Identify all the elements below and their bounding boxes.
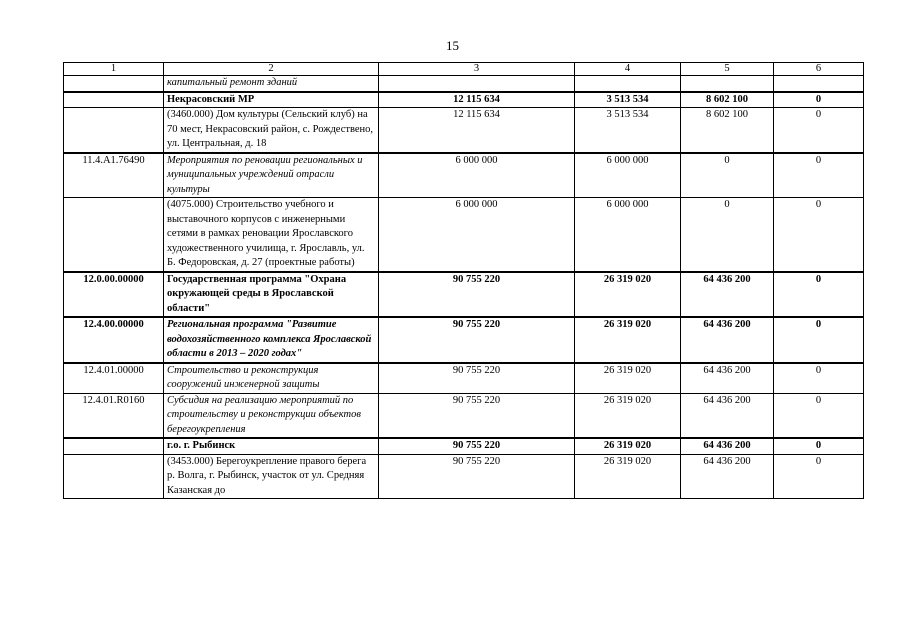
row-federal: 64 436 200 — [681, 454, 774, 499]
row-other — [774, 76, 864, 92]
row-code — [64, 198, 164, 272]
row-total: 90 755 220 — [379, 272, 575, 318]
row-other: 0 — [774, 153, 864, 198]
row-other: 0 — [774, 198, 864, 272]
row-total: 90 755 220 — [379, 393, 575, 438]
row-name: (3460.000) Дом культуры (Сельский клуб) на 70 мест, Некрасовский район, с. Рождествено, ул. Центральная, д. 18 — [164, 108, 379, 153]
row-code: 12.4.01.00000 — [64, 363, 164, 394]
row-code: 12.0.00.00000 — [64, 272, 164, 318]
table-row — [64, 198, 864, 272]
row-federal: 64 436 200 — [681, 272, 774, 318]
row-federal — [681, 76, 774, 92]
column-header: 6 — [774, 63, 864, 76]
table-header-row — [64, 63, 864, 76]
row-name: (4075.000) Строительство учебного и выставочного корпусов с инженерными сетями в рамках реновации Ярославского художественного училища, г. Ярославль, ул. Б. Федоровская, д. 27 (проектные работы) — [164, 198, 379, 272]
row-federal: 0 — [681, 198, 774, 272]
row-name: капитальный ремонт зданий — [164, 76, 379, 92]
row-total: 6 000 000 — [379, 153, 575, 198]
column-header: 3 — [379, 63, 575, 76]
table-row — [64, 108, 864, 153]
row-code — [64, 438, 164, 454]
column-header: 5 — [681, 63, 774, 76]
row-federal: 64 436 200 — [681, 393, 774, 438]
row-name: Государственная программа "Охрана окружающей среды в Ярославской области" — [164, 272, 379, 318]
row-other: 0 — [774, 272, 864, 318]
row-code: 12.4.01.R0160 — [64, 393, 164, 438]
row-code: 11.4.A1.76490 — [64, 153, 164, 198]
row-total: 90 755 220 — [379, 363, 575, 394]
row-federal: 64 436 200 — [681, 438, 774, 454]
row-other: 0 — [774, 454, 864, 499]
row-total: 12 115 634 — [379, 92, 575, 108]
row-federal: 64 436 200 — [681, 317, 774, 363]
row-regional: 26 319 020 — [575, 438, 681, 454]
row-total: 90 755 220 — [379, 317, 575, 363]
row-other: 0 — [774, 317, 864, 363]
row-code — [64, 108, 164, 153]
row-federal: 8 602 100 — [681, 92, 774, 108]
row-name: Субсидия на реализацию мероприятий по строительству и реконструкции объектов берегоукрепления — [164, 393, 379, 438]
column-header: 4 — [575, 63, 681, 76]
table-row — [64, 317, 864, 363]
row-regional: 26 319 020 — [575, 317, 681, 363]
row-total: 6 000 000 — [379, 198, 575, 272]
row-regional — [575, 76, 681, 92]
row-total: 12 115 634 — [379, 108, 575, 153]
row-name: Региональная программа "Развитие водохозяйственного комплекса Ярославской области в 2013 – 2020 годах" — [164, 317, 379, 363]
row-other: 0 — [774, 92, 864, 108]
row-regional: 3 513 534 — [575, 92, 681, 108]
table-row — [64, 153, 864, 198]
page-number: 15 — [446, 38, 459, 53]
row-total: 90 755 220 — [379, 454, 575, 499]
table-row — [64, 454, 864, 499]
row-federal: 64 436 200 — [681, 363, 774, 394]
row-code — [64, 454, 164, 499]
table-row — [64, 393, 864, 438]
row-regional: 26 319 020 — [575, 454, 681, 499]
row-name: Мероприятия по реновации региональных и муниципальных учреждений отрасли культуры — [164, 153, 379, 198]
column-header: 2 — [164, 63, 379, 76]
table-row — [64, 438, 864, 454]
row-other: 0 — [774, 393, 864, 438]
row-name: Строительство и реконструкция сооружений инженерной защиты — [164, 363, 379, 394]
row-federal: 8 602 100 — [681, 108, 774, 153]
column-header: 1 — [64, 63, 164, 76]
row-regional: 26 319 020 — [575, 393, 681, 438]
row-regional: 6 000 000 — [575, 198, 681, 272]
row-regional: 3 513 534 — [575, 108, 681, 153]
row-code — [64, 92, 164, 108]
row-code: 12.4.00.00000 — [64, 317, 164, 363]
row-code — [64, 76, 164, 92]
row-total — [379, 76, 575, 92]
row-total: 90 755 220 — [379, 438, 575, 454]
row-name: г.о. г. Рыбинск — [164, 438, 379, 454]
table-row — [64, 272, 864, 318]
row-name: (3453.000) Берегоукрепление правого берега р. Волга, г. Рыбинск, участок от ул. Средняя Казанская до — [164, 454, 379, 499]
row-other: 0 — [774, 438, 864, 454]
row-regional: 26 319 020 — [575, 272, 681, 318]
row-federal: 0 — [681, 153, 774, 198]
budget-table — [63, 62, 864, 499]
table-row — [64, 76, 864, 92]
table-row — [64, 363, 864, 394]
row-other: 0 — [774, 363, 864, 394]
table-row — [64, 92, 864, 108]
row-name: Некрасовский МР — [164, 92, 379, 108]
row-regional: 6 000 000 — [575, 153, 681, 198]
row-other: 0 — [774, 108, 864, 153]
row-regional: 26 319 020 — [575, 363, 681, 394]
